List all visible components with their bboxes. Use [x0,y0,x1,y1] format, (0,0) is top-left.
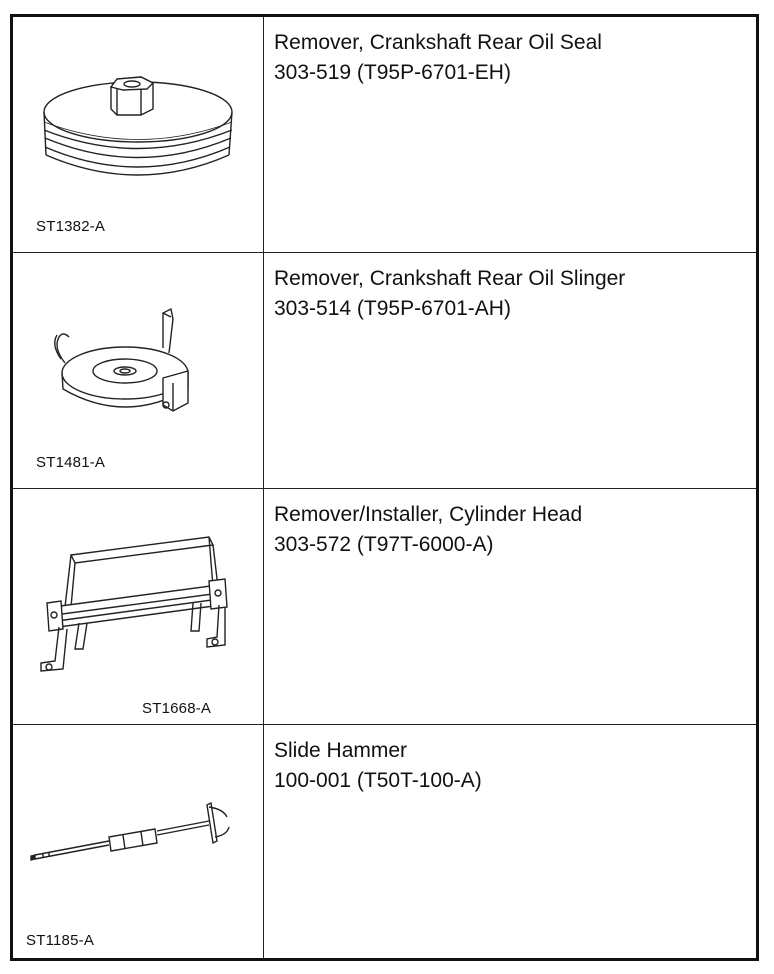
cylinder-head-remover-installer-icon [13,489,262,725]
tool-description-cell [264,725,756,958]
tool-name: Remover/Installer, Cylinder Head [274,503,583,526]
tool-name: Remover, Crankshaft Rear Oil Slinger [274,267,626,290]
tool-row [13,17,756,253]
illustration-ref-code: ST1382-A [36,218,106,235]
tool-illustration-cell [13,17,264,252]
illustration-ref-code: ST1481-A [36,454,106,471]
tool-illustration-cell [13,489,264,724]
illustration-ref-code: ST1185-A [26,932,95,949]
tool-row [13,725,756,958]
tool-number: 303-514 (T95P-6701-AH) [274,297,511,320]
special-tools-table [10,14,759,961]
tool-description-cell [264,17,756,252]
tool-number: 303-519 (T95P-6701-EH) [274,61,511,84]
tool-row [13,489,756,725]
tool-description-cell [264,489,756,724]
tool-name: Remover, Crankshaft Rear Oil Seal [274,31,602,54]
tool-name: Slide Hammer [274,739,408,762]
tool-illustration-cell [13,253,264,488]
tool-number: 303-572 (T97T-6000-A) [274,533,494,556]
tool-number: 100-001 (T50T-100-A) [274,769,482,792]
tool-row [13,253,756,489]
tool-illustration-cell [13,725,264,958]
tool-description-cell [264,253,756,488]
slide-hammer-icon [13,725,262,961]
illustration-ref-code: ST1668-A [142,700,212,717]
